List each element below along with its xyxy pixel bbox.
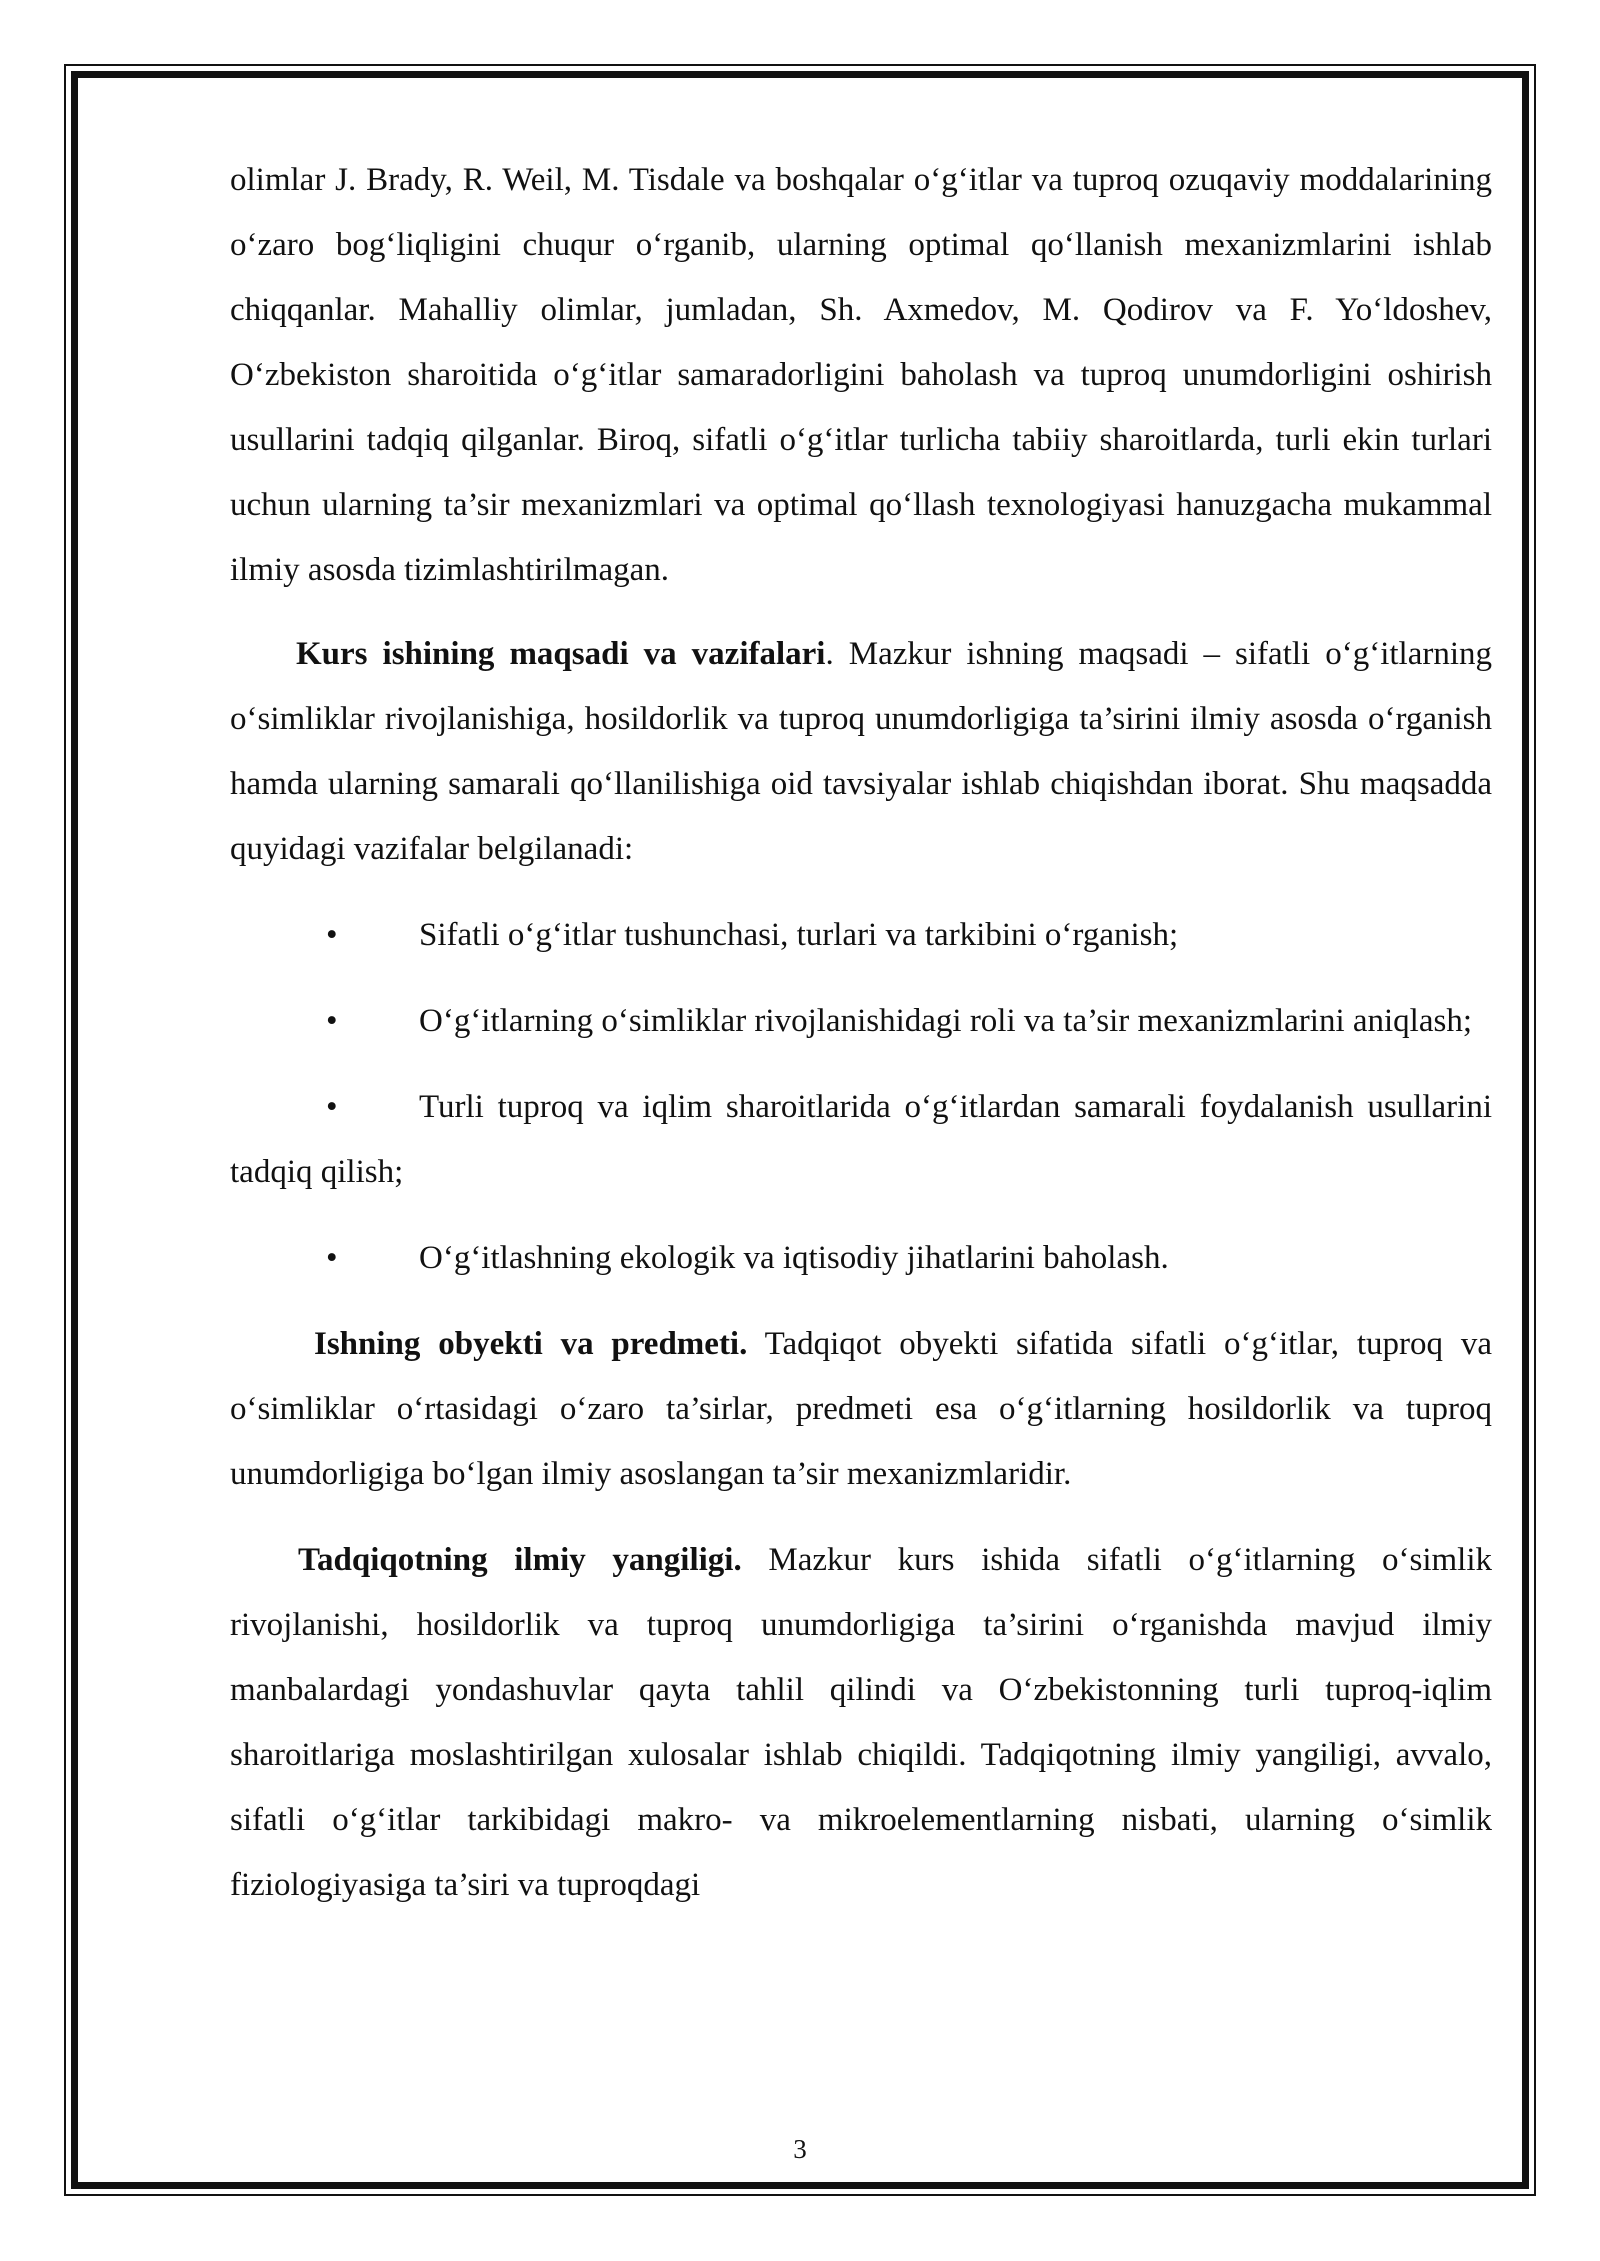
intro-paragraph: olimlar J. Brady, R. Weil, M. Tisdale va boshqalar o‘g‘itlar va tuproq ozuqaviy moddalarining o‘zaro bog‘liqligini chuqur o‘rganib, ularning optimal qo‘llanish mexanizmlarini ishlab chiqqanlar. Mahalliy olimlar, jumladan, Sh. Axmedov, M. Qodirov va F. Yo‘ldoshev, O‘zbekiston sharoitida o‘g‘itlar samaradorligini baholash va tuproq unumdorligini oshirish usullarini tadqiq qilganlar. Biroq, sifatli o‘g‘itlar turlicha tabiiy sharoitlarda, turli ekin turlari uchun ularning ta’sir mexanizmlari va optimal qo‘llash texnologiyasi hanuzgacha mukammal ilmiy asosda tizimlashtirilmagan.: [230, 162, 1492, 588]
bullet-icon: •: [326, 1240, 338, 1276]
task-item: [230, 1075, 1492, 1205]
goals-paragraph: [230, 622, 1492, 882]
document-body: [230, 148, 1492, 1918]
task-item-text: O‘g‘itlashning ekologik va iqtisodiy jihatlarini baholash.: [419, 1240, 1169, 1276]
object-text: Tadqiqot obyekti sifatida sifatli o‘g‘itlar, tuproq va o‘simliklar o‘rtasidagi o‘zaro ta’sirlar, predmeti esa o‘g‘itlarning hosildorlik va tuproq unumdorligiga bo‘lgan ilmiy asoslangan ta’sir mexanizmlaridir.: [230, 1326, 1492, 1492]
page-number: 3: [793, 2134, 807, 2164]
task-item-text: Sifatli o‘g‘itlar tushunchasi, turlari va tarkibini o‘rganish;: [419, 917, 1179, 953]
object-heading: Ishning obyekti va predmeti.: [314, 1326, 748, 1362]
bullet-icon: •: [326, 1003, 338, 1039]
novelty-paragraph: [230, 1528, 1492, 1918]
goals-text: . Mazkur ishning maqsadi – sifatli o‘g‘itlarning o‘simliklar rivojlanishiga, hosildorlik va tuproq unumdorligiga ta’sirini ilmiy asosda o‘rganish hamda ularning samarali qo‘llanilishiga oid tavsiyalar ishlab chiqishdan iborat. Shu maqsadda quyidagi vazifalar belgilanadi:: [230, 636, 1493, 867]
object-paragraph: [230, 1312, 1492, 1507]
task-item: [230, 1226, 1492, 1291]
bullet-icon: •: [326, 1089, 338, 1125]
task-item: [230, 903, 1492, 968]
task-item-text: O‘g‘itlarning o‘simliklar rivojlanishidagi roli va ta’sir mexanizmlarini aniqlash;: [419, 1003, 1473, 1039]
novelty-heading: Tadqiqotning ilmiy yangiligi.: [298, 1542, 742, 1578]
task-item: [230, 989, 1492, 1054]
novelty-text: Mazkur kurs ishida sifatli o‘g‘itlarning o‘simlik rivojlanishi, hosildorlik va tuproq unumdorligiga ta’sirini o‘rganishda mavjud ilmiy manbalardagi yondashuvlar qayta tahlil qilindi va O‘zbekistonning turli tuproq-iqlim sharoitlariga moslashtirilgan xulosalar ishlab chiqildi. Tadqiqotning ilmiy yangiligi, avvalo, sifatli o‘g‘itlar tarkibidagi makro- va mikroelementlarning nisbati, ularning o‘simlik fiziologiyasiga ta’siri va tuproqdagi: [230, 1542, 1492, 1903]
bullet-icon: •: [326, 917, 338, 953]
goals-heading: Kurs ishining maqsadi va vazifalari: [296, 636, 826, 672]
task-item-text: Turli tuproq va iqlim sharoitlarida o‘g‘itlardan samarali foydalanish usullarini tadqiq qilish;: [230, 1089, 1492, 1190]
